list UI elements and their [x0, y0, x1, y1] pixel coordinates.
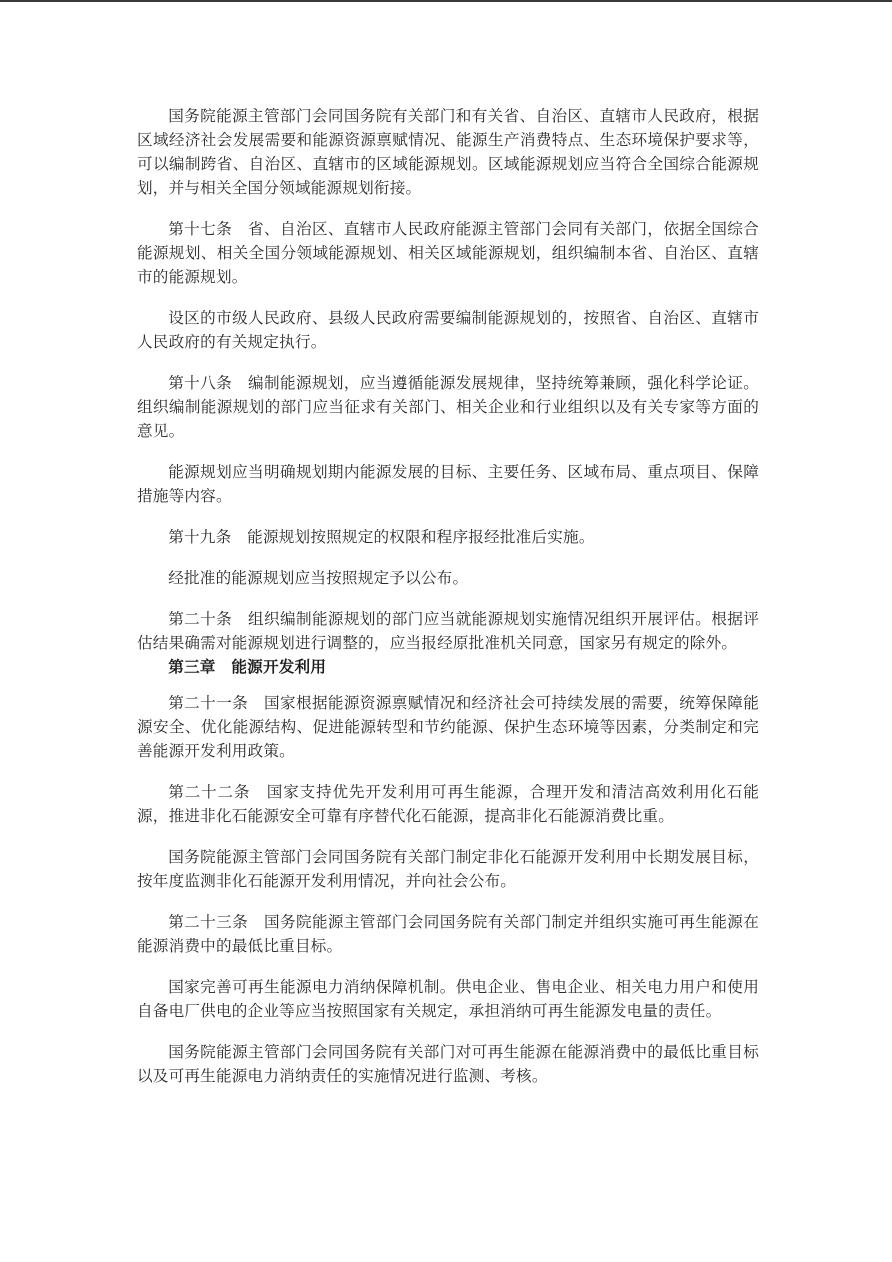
document-body [137, 104, 759, 1105]
chapter-heading: 第三章 能源开发利用 [168, 657, 327, 676]
article-20: 第二十条 组织编制能源规划的部门应当就能源规划实施情况组织开展评估。根据评估结果确需对能源规划进行调整的，应当报经原批准机关同意，国家另有规定的除外。 [137, 610, 759, 652]
paragraph-municipal-county-plans: 设区的市级人民政府、县级人民政府需要编制能源规划的，按照省、自治区、直辖市人民政府的有关规定执行。 [137, 309, 759, 351]
paragraph-non-fossil-targets: 国务院能源主管部门会同国务院有关部门制定非化石能源开发利用中长期发展目标，按年度监测非化石能源开发利用情况，并向社会公布。 [137, 848, 759, 890]
paragraph-plan-publication: 经批准的能源规划应当按照规定予以公布。 [168, 569, 469, 587]
paragraph-consumption-guarantee: 国家完善可再生能源电力消纳保障机制。供电企业、售电企业、相关电力用户和使用自备电厂供电的企业等应当按照国家有关规定，承担消纳可再生能源发电量的责任。 [137, 978, 759, 1020]
article-23: 第二十三条 国务院能源主管部门会同国务院有关部门制定并组织实施可再生能源在能源消费中的最低比重目标。 [137, 913, 759, 955]
top-border-rule [0, 0, 892, 2]
paragraph-plan-contents: 能源规划应当明确规划期内能源发展的目标、主要任务、区域布局、重点项目、保障措施等内容。 [137, 463, 759, 505]
article-19: 第十九条 能源规划按照规定的权限和程序报经批准后实施。 [168, 528, 595, 546]
article-21: 第二十一条 国家根据能源资源禀赋情况和经济社会可持续发展的需要，统筹保障能源安全、优化能源结构、促进能源转型和节约能源、保护生态环境等因素，分类制定和完善能源开发利用政策。 [137, 694, 759, 760]
paragraph-monitoring-assessment: 国务院能源主管部门会同国务院有关部门对可再生能源在能源消费中的最低比重目标以及可再生能源电力消纳责任的实施情况进行监测、考核。 [137, 1043, 759, 1085]
article-22: 第二十二条 国家支持优先开发利用可再生能源，合理开发和清洁高效利用化石能源，推进非化石能源安全可靠有序替代化石能源，提高非化石能源消费比重。 [137, 783, 759, 825]
paragraph-regional-energy-plan: 国务院能源主管部门会同国务院有关部门和有关省、自治区、直辖市人民政府，根据区域经济社会发展需要和能源资源禀赋情况、能源生产消费特点、生态环境保护要求等，可以编制跨省、自治区、直辖市的区域能源规划。区域能源规划应当符合全国综合能源规划，并与相关全国分领域能源规划衔接。 [137, 107, 759, 197]
article-18: 第十八条 编制能源规划，应当遵循能源发展规律，坚持统筹兼顾，强化科学论证。组织编制能源规划的部门应当征求有关部门、相关企业和行业组织以及有关专家等方面的意见。 [137, 374, 759, 440]
article-17: 第十七条 省、自治区、直辖市人民政府能源主管部门会同有关部门，依据全国综合能源规划、相关全国分领域能源规划、相关区域能源规划，组织编制本省、自治区、直辖市的能源规划。 [137, 220, 759, 286]
